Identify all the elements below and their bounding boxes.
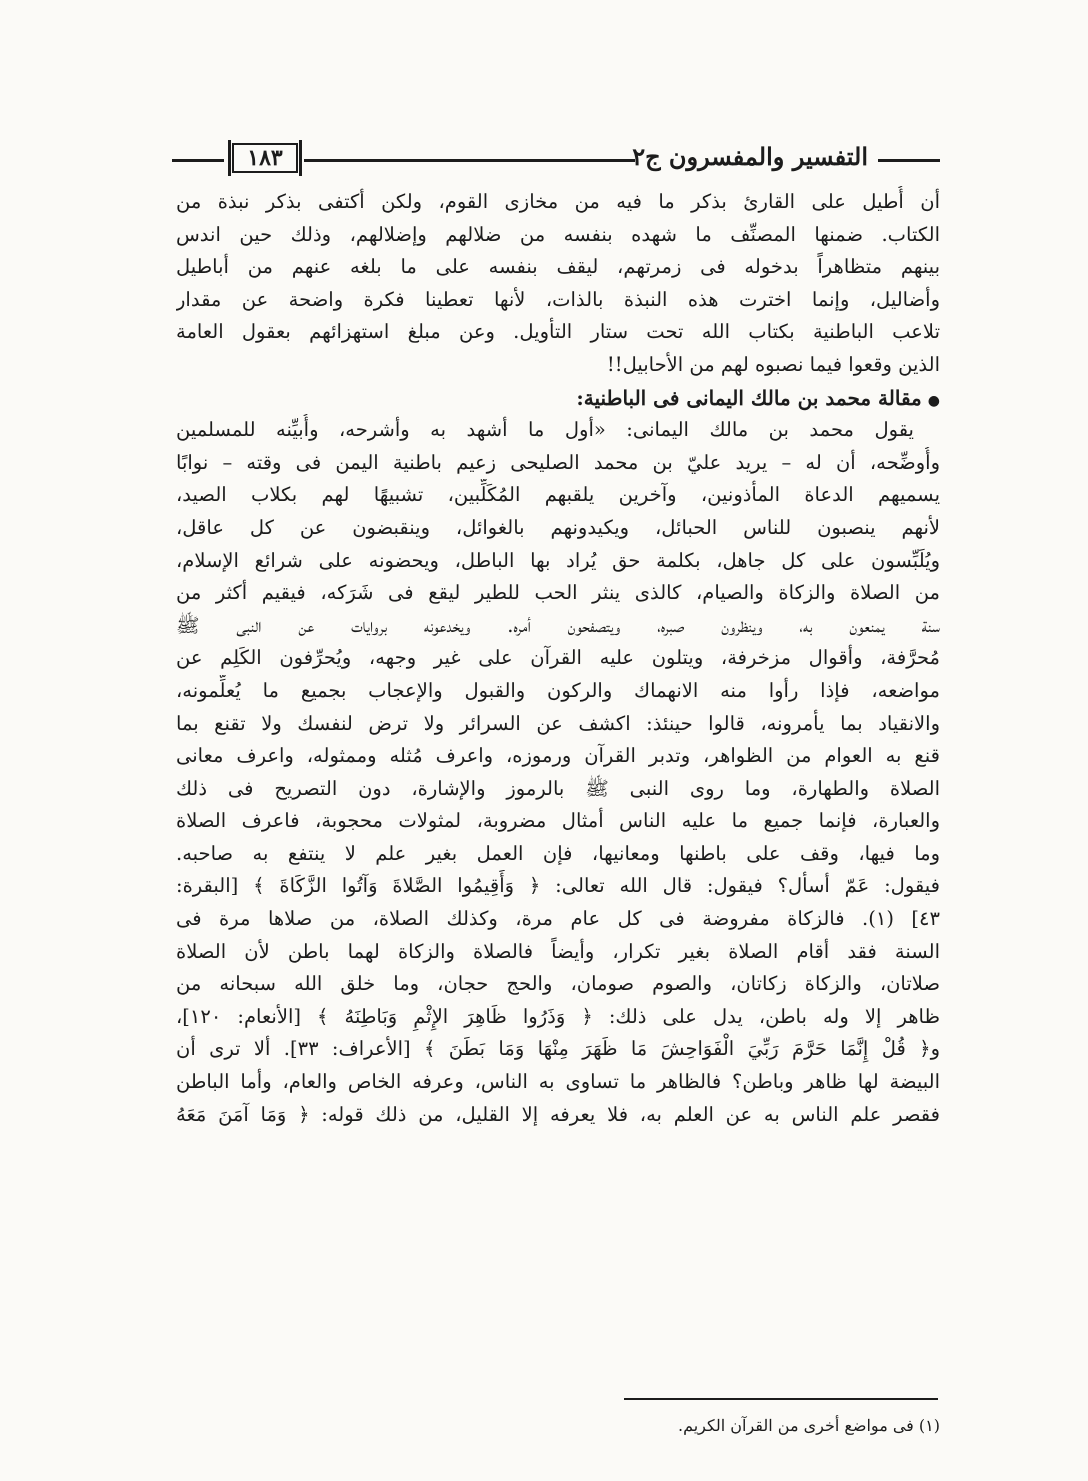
text-line: بينهم متظاهراً بدخوله فى زمرتهم، ليقف بنفسه على ما بلغه عنهم من أباطيل bbox=[176, 255, 940, 279]
text-line: الذين وقعوا فيما نصبوه لهم من الأحابيل!! bbox=[606, 352, 940, 376]
text-line: صلاتان، والزكاة زكاتان، والصوم صومان، والحج حجان، وما خلق الله سبحانه من bbox=[176, 972, 940, 996]
main-text bbox=[176, 186, 940, 1131]
text-line: ظاهر إلا وله باطن، يدل على ذلك: ﴿ وَذَرُوا ظَاهِرَ الإِثْمِ وَبَاطِنَهُ ﴾ [الأنعام: ١٢٠]، bbox=[176, 1004, 940, 1028]
running-title: التفسير والمفسرون ج٢ bbox=[632, 142, 868, 171]
text-line: سنة يمنعون به، وينظرون صبره، ويتصفحون أمره. ويخدعونه بروايات عن النبى ﷺ bbox=[176, 613, 940, 637]
text-line: أن أُطيل على القارئ بذكر ما فيه من مخازى القوم، ولكن أكتفى بذكر نبذة من bbox=[176, 190, 940, 213]
text-line: يقول محمد بن مالك اليمانى: «أول ما أشهد به وأشرحه، وأُبيِّنه للمسلمين bbox=[176, 418, 914, 442]
text-line: تلاعب الباطنية بكتاب الله تحت ستار التأويل. وعن مبلغ استهزائهم بعقول العامة bbox=[176, 320, 940, 344]
text-line: البيضة لها ظاهر وباطن؟ فالظاهر ما تساوى به الناس، وعرفه الخاص والعام، وأما الباطن bbox=[176, 1070, 940, 1094]
text-line: الصلاة والطهارة، وما روى النبى ﷺ بالرموز والإشارة، دون التصريح فى ذلك bbox=[176, 776, 940, 800]
text-line: الكتاب. ضمنها المصنِّف ما شهده بنفسه من ضلالهم وإضلالهم، وذلك حين اندس bbox=[176, 222, 940, 246]
text-line: السنة فقد أقام الصلاة بغير تكرار، وأيضاً فالصلاة والزكاة لهما باطن لأن الصلاة bbox=[176, 939, 940, 963]
text-line: ويُلَبِّسون على كل جاهل، بكلمة حق يُراد بها الباطل، ويحضونه على شرائع الإسلام، bbox=[176, 548, 940, 572]
header-rule-middle bbox=[304, 159, 635, 162]
page-number: ١٨٣ bbox=[232, 143, 298, 173]
header-rule-right bbox=[878, 159, 940, 162]
text-line: وما فيها، وقف على باطنها ومعانيها، فإن العمل بغير علم لا ينتفع به صاحبه. bbox=[176, 841, 940, 865]
text-line: وأُوضِّحه، أن له – يريد عليّ بن محمد الصليحى زعيم باطنية اليمن فى وقته – نوابًا bbox=[176, 450, 940, 474]
text-line: مواضعه، فإذا رأوا منه الانهماك والركون والقبول والإعجاب بجميع ما يُعلِّمونه، bbox=[176, 678, 940, 702]
section-heading bbox=[176, 382, 940, 415]
text-line: و﴿ قُلْ إِنَّمَا حَرَّمَ رَبِّيَ الْفَوَاحِشَ مَا ظَهَرَ مِنْهَا وَمَا بَطَنَ ﴾ [الأعراف: ٣٣]. ألا ترى أن bbox=[176, 1037, 940, 1061]
text-line: من الصلاة والزكاة والصيام، كالذى ينثر الحب للطير ليقع فى شَرَكه، فيقيم أكثر من bbox=[176, 581, 940, 605]
text-line: فقصر علم الناس به عن العلم به، فلا يعرفه إلا القليل، من ذلك قوله: ﴿ وَمَا آمَنَ مَعَهُ bbox=[176, 1102, 940, 1126]
text-line: قنع به العوام من الظواهر، وتدبر القرآن ورموزه، واعرف مُثله وممثوله، واعرف معانى bbox=[176, 744, 940, 768]
section-heading-text: مقالة محمد بن مالك اليمانى فى الباطنية: bbox=[576, 385, 922, 410]
bullet-icon: ● bbox=[927, 392, 940, 409]
text-line: يسميهم الدعاة المأذونين، وآخرين يلقبهم المُكَلِّبين، تشبيهًا لهم بكلاب الصيد، bbox=[176, 483, 940, 507]
footnote: (١) فى مواضع أخرى من القرآن الكريم. bbox=[677, 1416, 940, 1435]
text-line: والانقياد بما يأمرونه، قالوا حينئذ: اكشف عن السرائر ولا ترض لنفسك ولا تقنع بما bbox=[176, 711, 940, 735]
text-line: ٤٣] (١). فالزكاة مفروضة فى كل عام مرة، وكذلك الصلاة، من صلاها مرة فى bbox=[176, 907, 940, 931]
text-line: فيقول: عَمّ أسأل؟ فيقول: قال الله تعالى: ﴿ وَأَقِيمُوا الصَّلاةَ وَآتُوا الزَّكَاةَ ﴾ [البقرة: bbox=[176, 874, 940, 898]
footnote-rule bbox=[624, 1398, 938, 1400]
text-line: وأضاليل، وإنما اخترت هذه النبذة بالذات، لأنها تعطينا فكرة واضحة عن مقدار bbox=[176, 287, 940, 311]
text-line: لأنهم ينصبون للناس الحبائل، ويكيدونهم بالغوائل، وينقبضون عن كل عاقل، bbox=[176, 515, 940, 539]
text-line: مُحرَّفة، وأقوال مزخرفة، ويتلون عليه القرآن على غير وجهه، ويُحرِّفون الكَلِم عن bbox=[176, 646, 940, 670]
header-rule-left bbox=[172, 159, 224, 162]
running-header bbox=[172, 142, 940, 178]
text-line: والعبارة، فإنما جميع ما عليه الناس أمثال مضروبة، لمثولات محجوبة، فاعرف الصلاة bbox=[176, 809, 940, 833]
